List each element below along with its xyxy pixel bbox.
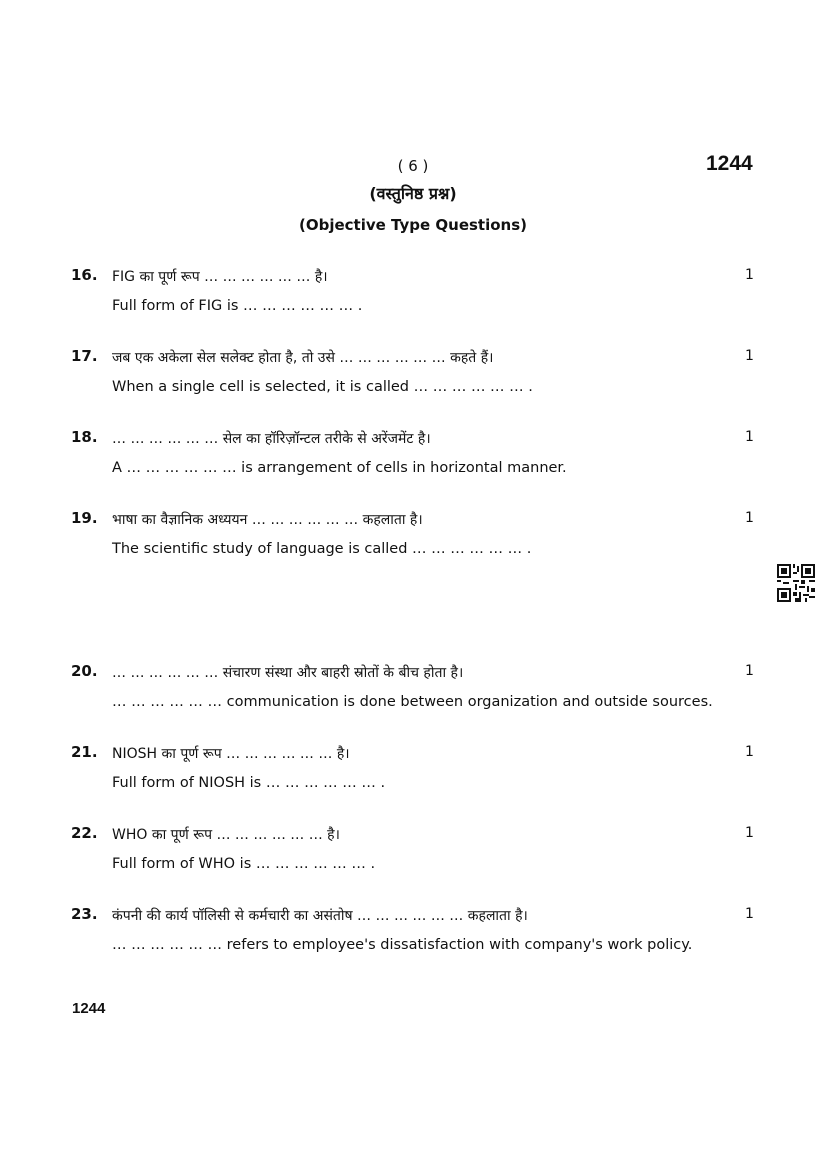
question-number: 17. <box>71 347 98 365</box>
question-text-english: … … … … … … communication is done between organization and outside sources. <box>112 694 713 710</box>
question-text-hindi: NIOSH का पूर्ण रूप … … … … … … है। <box>112 746 350 762</box>
question-marks: 1 <box>745 267 754 283</box>
question-number: 16. <box>71 266 98 284</box>
question-text-english: When a single cell is selected, it is called … … … … … … . <box>112 379 533 395</box>
question-marks: 1 <box>745 663 754 679</box>
question-text-hindi: … … … … … … संचारण संस्था और बाहरी स्रोतों के बीच होता है। <box>112 665 464 681</box>
question-marks: 1 <box>745 906 754 922</box>
question-text-english: Full form of WHO is … … … … … … . <box>112 856 376 872</box>
question-marks: 1 <box>745 510 754 526</box>
section-title-hindi: (वस्तुनिष्ठ प्रश्न) <box>369 184 457 203</box>
question-23 <box>0 905 826 965</box>
paper-code-top: 1244 <box>706 152 753 175</box>
question-21 <box>0 743 826 803</box>
page-number: ( 6 ) <box>397 157 429 175</box>
question-text-hindi: कंपनी की कार्य पॉलिसी से कर्मचारी का असंतोष … … … … … … कहलाता है। <box>112 908 528 924</box>
question-marks: 1 <box>745 429 754 445</box>
question-number: 22. <box>71 824 98 842</box>
question-marks: 1 <box>745 825 754 841</box>
question-text-english: A … … … … … … is arrangement of cells in horizontal manner. <box>112 460 567 476</box>
question-marks: 1 <box>745 744 754 760</box>
question-number: 21. <box>71 743 98 761</box>
question-text-hindi: FIG का पूर्ण रूप … … … … … … है। <box>112 269 328 285</box>
question-text-hindi: जब एक अकेला सेल सलेक्ट होता है, तो उसे … … … … … … कहते हैं। <box>112 350 494 366</box>
question-number: 20. <box>71 662 98 680</box>
question-19 <box>0 509 826 569</box>
question-text-english: Full form of NIOSH is … … … … … … . <box>112 775 386 791</box>
question-16 <box>0 266 826 326</box>
question-number: 23. <box>71 905 98 923</box>
qr-code-image <box>777 564 815 602</box>
question-18 <box>0 428 826 488</box>
question-text-english: The scientific study of language is called … … … … … … . <box>112 541 532 557</box>
question-text-english: … … … … … … refers to employee's dissatisfaction with company's work policy. <box>112 937 693 953</box>
question-number: 19. <box>71 509 98 527</box>
question-text-hindi: … … … … … … सेल का हॉरिज़ॉन्टल तरीके से अरेंजमेंट है। <box>112 431 431 447</box>
question-text-hindi: WHO का पूर्ण रूप … … … … … … है। <box>112 827 340 843</box>
question-marks: 1 <box>745 348 754 364</box>
question-17 <box>0 347 826 407</box>
question-20 <box>0 662 826 722</box>
paper-code-bottom: 1244 <box>72 1000 106 1017</box>
section-title-english: (Objective Type Questions) <box>298 216 527 234</box>
question-text-english: Full form of FIG is … … … … … … . <box>112 298 363 314</box>
question-22 <box>0 824 826 884</box>
question-number: 18. <box>71 428 98 446</box>
question-text-hindi: भाषा का वैज्ञानिक अध्ययन … … … … … … कहलाता है। <box>112 512 423 528</box>
